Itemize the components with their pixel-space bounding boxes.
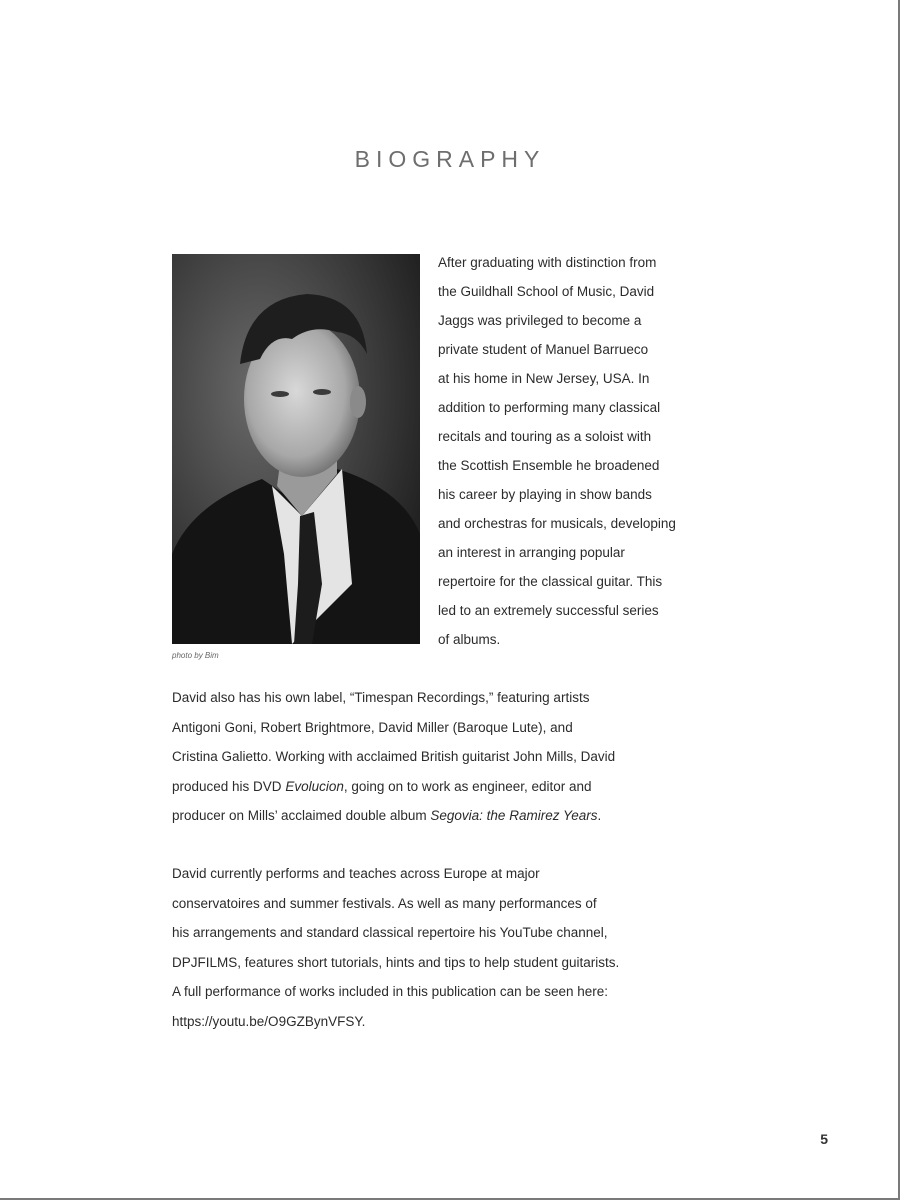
text-segment: . [597, 808, 602, 823]
text-segment: producer on Mills’ acclaimed double album [172, 808, 431, 823]
text-line: of albums. [438, 632, 501, 647]
text-line: repertoire for the classical guitar. This [438, 574, 663, 589]
text-line: the Scottish Ensemble he broadened [438, 458, 660, 473]
text-line: his arrangements and standard classical repertoire his YouTube channel, [172, 925, 608, 940]
photo-credit: photo by Bim [172, 651, 219, 660]
text-line: Jaggs was privileged to become a [438, 313, 642, 328]
text-line: an interest in arranging popular [438, 545, 625, 560]
text-segment: produced his DVD [172, 778, 286, 794]
dvd-title: Evolucion [285, 778, 344, 794]
intro-paragraph [438, 248, 758, 654]
text-line: at his home in New Jersey, USA. In [438, 371, 650, 386]
text-line: Antigoni Goni, Robert Brightmore, David Miller (Baroque Lute), and [172, 719, 573, 735]
text-line: and orchestras for musicals, developing [438, 516, 676, 531]
text-line [172, 772, 792, 802]
text-line: recitals and touring as a soloist with [438, 429, 652, 444]
text-line: addition to performing many classical [438, 400, 661, 415]
page-title: BIOGRAPHY [354, 146, 546, 172]
text-segment: , going on to work as engineer, editor and [343, 778, 592, 794]
text-line: A full performance of works included in this publication can be seen here: [172, 984, 609, 999]
text-line: David currently performs and teaches across Europe at major [172, 866, 540, 881]
portrait-image [172, 254, 420, 644]
label-paragraph [172, 683, 792, 831]
current-work-paragraph [172, 859, 792, 1036]
text-line [172, 801, 792, 831]
album-title: Segovia: the Ramirez Years [430, 808, 598, 823]
text-line: David also has his own label, “Timespan Recordings,” featuring artists [172, 690, 590, 705]
text-line: his career by playing in show bands [438, 487, 652, 502]
text-line: led to an extremely successful series [438, 603, 659, 618]
text-line: conservatoires and summer festivals. As well as many performances of [172, 895, 597, 911]
portrait-photo [172, 254, 420, 644]
text-line: the Guildhall School of Music, David [438, 284, 655, 299]
text-line: DPJFILMS, features short tutorials, hints and tips to help student guitarists. [172, 954, 620, 970]
youtube-link[interactable]: https://youtu.be/O9GZBynVFSY. [172, 1013, 366, 1029]
page-number: 5 [820, 1131, 828, 1147]
text-line: Cristina Galietto. Working with acclaimed British guitarist John Mills, David [172, 749, 616, 764]
text-line: private student of Manuel Barrueco [438, 342, 649, 357]
text-line: After graduating with distinction from [438, 255, 657, 270]
